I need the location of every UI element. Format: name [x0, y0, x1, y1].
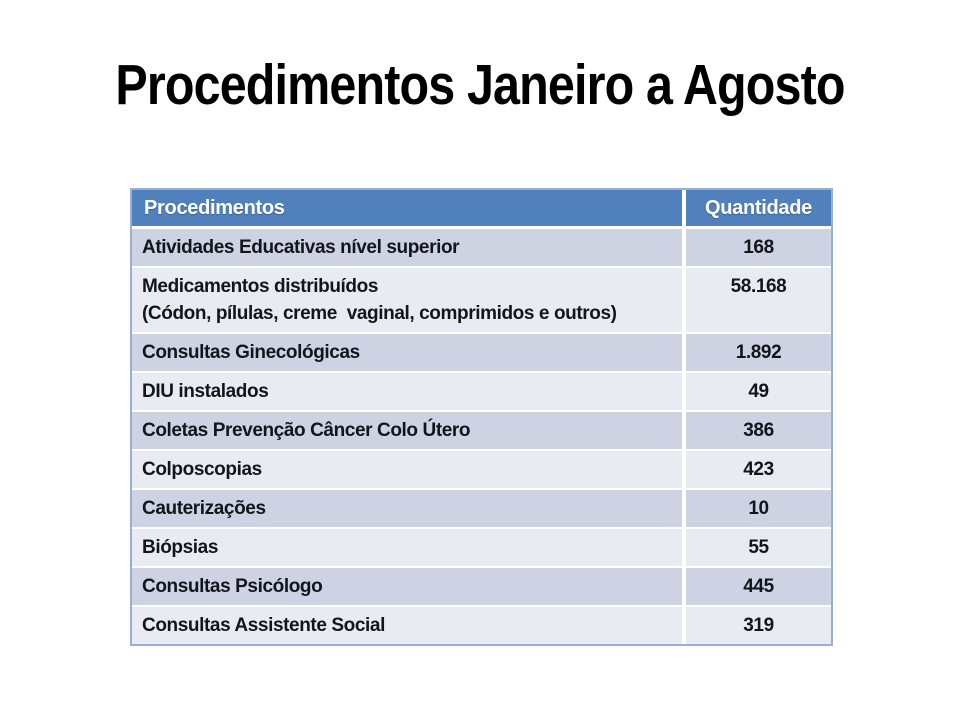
procedure-cell [132, 333, 684, 372]
procedures-table-container [130, 188, 833, 646]
procedure-label: Cauterizações [142, 498, 266, 519]
quantity-cell: 386 [684, 411, 831, 450]
table-row [132, 267, 831, 333]
procedure-label: Colposcopias [142, 459, 262, 480]
table-row [132, 567, 831, 606]
procedure-label: Medicamentos distribuídos [142, 276, 378, 297]
procedure-cell [132, 411, 684, 450]
quantity-cell: 319 [684, 606, 831, 644]
procedure-cell [132, 450, 684, 489]
table-row [132, 489, 831, 528]
table-row [132, 606, 831, 644]
procedure-cell [132, 606, 684, 644]
slide-title: Procedimentos Janeiro a Agosto [115, 53, 845, 117]
procedure-cell [132, 372, 684, 411]
quantity-cell: 49 [684, 372, 831, 411]
quantity-cell: 445 [684, 567, 831, 606]
table-row [132, 411, 831, 450]
procedure-cell [132, 528, 684, 567]
procedure-label-line2: (Códon, pílulas, creme vaginal, comprimidos e outros) [142, 303, 617, 324]
procedure-cell [132, 489, 684, 528]
quantity-cell: 423 [684, 450, 831, 489]
quantity-cell: 58.168 [684, 267, 831, 333]
procedure-label: Consultas Psicólogo [142, 576, 323, 597]
table-row [132, 528, 831, 567]
column-header-procedimentos: Procedimentos [132, 190, 684, 228]
procedure-cell [132, 267, 684, 333]
column-header-quantidade: Quantidade [684, 190, 831, 228]
procedure-label: Consultas Ginecológicas [142, 342, 360, 363]
procedures-table [132, 190, 831, 644]
quantity-cell: 55 [684, 528, 831, 567]
procedure-label: Atividades Educativas nível superior [142, 237, 460, 258]
procedure-cell [132, 567, 684, 606]
procedure-label: Biópsias [142, 537, 218, 558]
quantity-cell: 168 [684, 228, 831, 268]
quantity-cell: 1.892 [684, 333, 831, 372]
table-body [132, 228, 831, 645]
quantity-cell: 10 [684, 489, 831, 528]
table-header [132, 190, 831, 228]
procedure-cell [132, 228, 684, 268]
table-header-row [132, 190, 831, 228]
procedure-label: Coletas Prevenção Câncer Colo Útero [142, 420, 471, 441]
table-row [132, 372, 831, 411]
table-row [132, 450, 831, 489]
procedure-label: DIU instalados [142, 381, 269, 402]
table-row [132, 333, 831, 372]
procedure-label: Consultas Assistente Social [142, 615, 385, 636]
table-row [132, 228, 831, 268]
